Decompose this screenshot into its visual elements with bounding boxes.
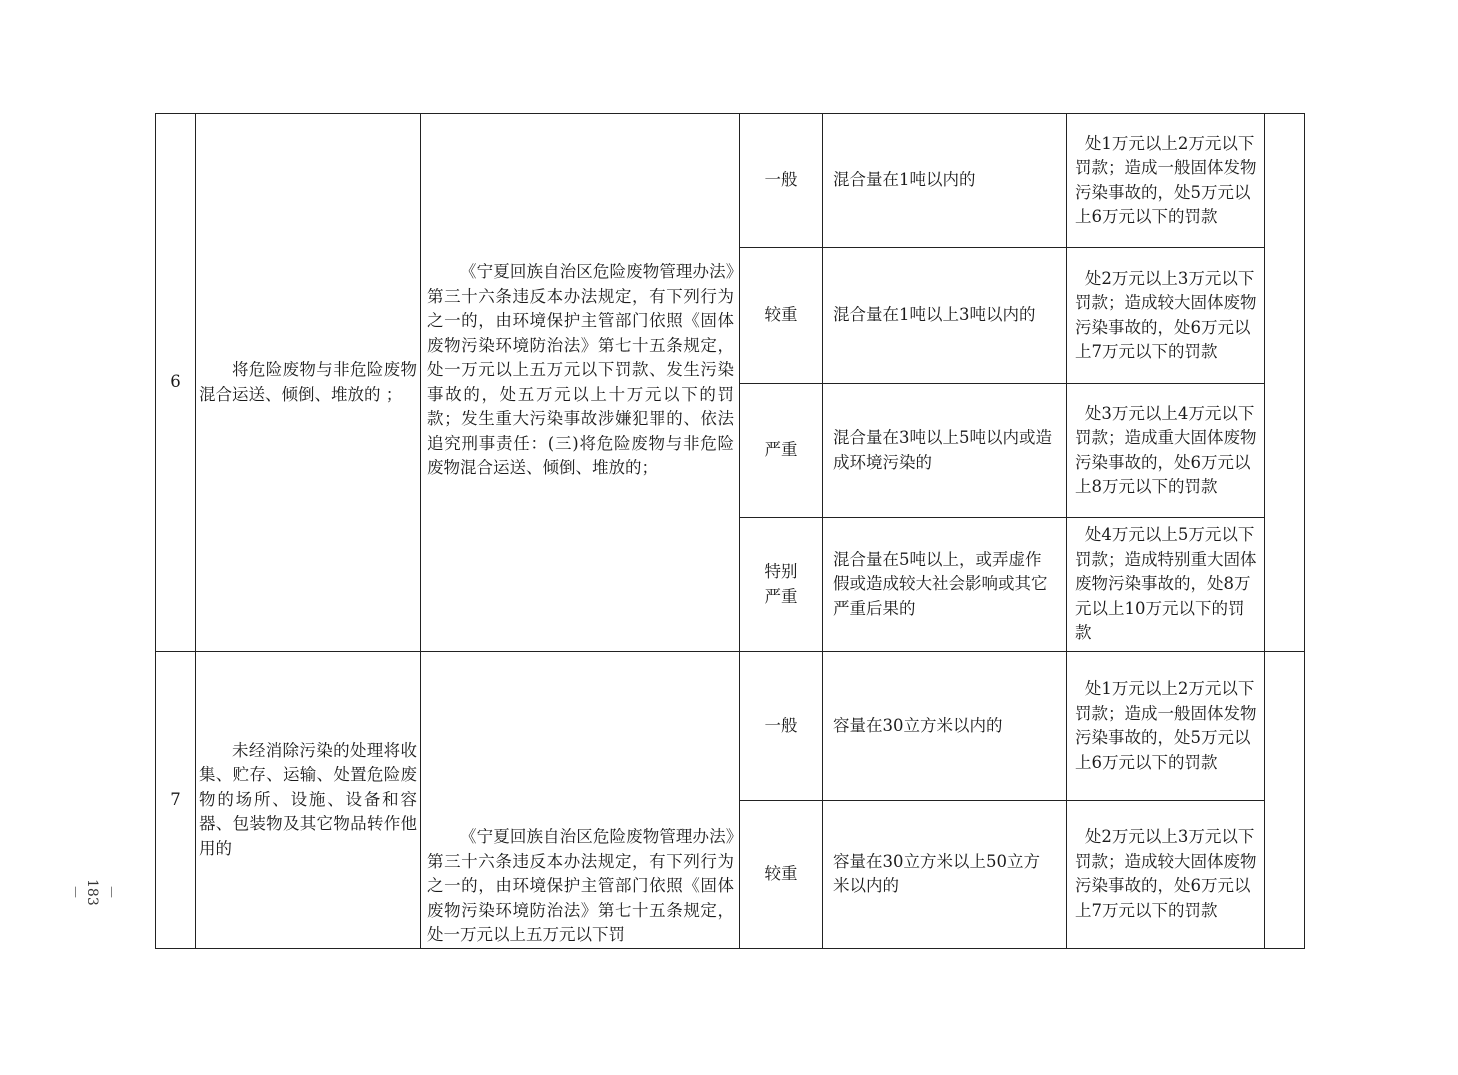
legal-basis-text: 《宁夏回族自治区危险废物管理办法》第三十六条违反本办法规定，有下列行为之一的，由环境保护主管部门依照《固体废物污染环境防治法》第七十五条规定，处一万元以上五万元以下罚款、发生污染事故的，处五万元以上十万元以下的罚款；发生重大污染事故涉嫌犯罪的、依法追究刑事责任：(三)将危险废物与非危险废物混合运送、倾倒、堆放的；: [427, 262, 734, 477]
remarks-cell: [1265, 114, 1305, 652]
item-number: 7: [156, 652, 196, 949]
table-row: [156, 652, 1305, 801]
penalty-standard: 处1万元以上2万元以下罚款；造成一般固体发物污染事故的，处5万元以上6万元以下的罚款: [1067, 652, 1265, 801]
table-row: [156, 114, 1305, 248]
circumstance: 混合量在5吨以上，或弄虚作假或造成较大社会影响或其它严重后果的: [823, 518, 1067, 652]
penalty-standard: 处3万元以上4万元以下罚款；造成重大固体废物污染事故的，处6万元以上8万元以下的罚款: [1067, 384, 1265, 518]
circumstance: 容量在30立方米以内的: [823, 652, 1067, 801]
severity-level: 一般: [740, 114, 823, 248]
circumstance: 混合量在1吨以上3吨以内的: [823, 248, 1067, 384]
violation-act: 将危险废物与非危险废物混合运送、倾倒、堆放的 ；: [196, 114, 421, 652]
legal-basis-text: 《宁夏回族自治区危险废物管理办法》第三十六条违反本办法规定，有下列行为之一的，由环境保护主管部门依照《固体废物污染环境防治法》第七十五条规定，处一万元以上五万元以下罚: [427, 827, 734, 944]
severity-level: 一般: [740, 652, 823, 801]
penalty-standards-table: [155, 113, 1305, 949]
penalty-standard: 处4万元以上5万元以下罚款；造成特别重大固体废物污染事故的，处8万元以上10万元以下的罚款: [1067, 518, 1265, 652]
penalty-standard: 处2万元以上3万元以下罚款；造成较大固体废物污染事故的，处6万元以上7万元以下的罚款: [1067, 801, 1265, 948]
violation-act: 未经消除污染的处理将收集、贮存、运输、处置危险废物的场所、设施、设备和容器、包装物及其它物品转作他用的: [196, 652, 421, 949]
item-number: 6: [156, 114, 196, 652]
page-number: －183－: [66, 878, 118, 906]
penalty-standard: 处2万元以上3万元以下罚款；造成较大固体废物污染事故的，处6万元以上7万元以下的罚款: [1067, 248, 1265, 384]
legal-basis: [421, 652, 740, 949]
circumstance: 混合量在3吨以上5吨以内或造成环境污染的: [823, 384, 1067, 518]
severity-level: 较重: [740, 801, 823, 948]
severity-level: 较重: [740, 248, 823, 384]
remarks-cell: [1265, 652, 1305, 949]
severity-level: 严重: [740, 384, 823, 518]
severity-level: 特别严重: [740, 518, 823, 652]
circumstance: 容量在30立方米以上50立方米以内的: [823, 801, 1067, 948]
circumstance: 混合量在1吨以内的: [823, 114, 1067, 248]
legal-basis: [421, 114, 740, 652]
penalty-standard: 处1万元以上2万元以下罚款；造成一般固体发物污染事故的，处5万元以上6万元以下的罚款: [1067, 114, 1265, 248]
